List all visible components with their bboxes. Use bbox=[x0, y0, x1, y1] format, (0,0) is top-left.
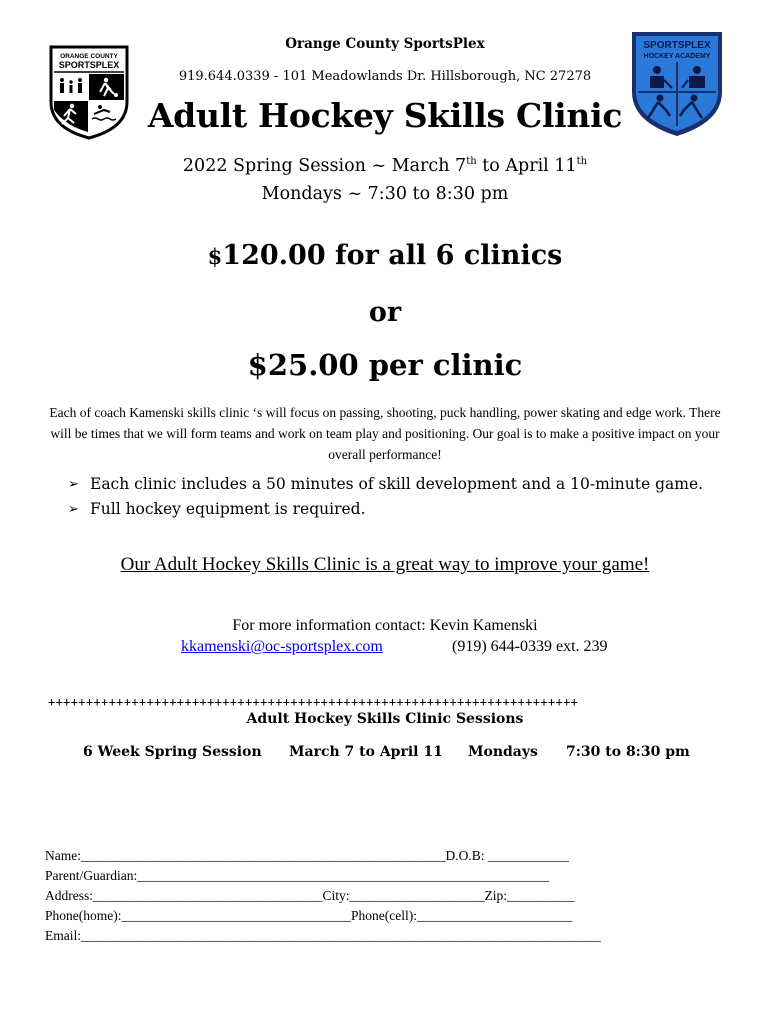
session-prefix: 2022 Spring Session ~ March 7 bbox=[182, 156, 467, 176]
contact-phone: (919) 644-0339 ext. 239 bbox=[452, 638, 608, 655]
session-day: Mondays bbox=[468, 744, 538, 760]
org-contact-line: 919.644.0339 - 101 Meadowlands Dr. Hillsborough, NC 27278 bbox=[178, 69, 592, 84]
tagline: Our Adult Hockey Skills Clinic is a great way to improve your game! bbox=[120, 554, 650, 575]
bullet-item bbox=[68, 497, 748, 522]
session-dates-cell: March 7 to April 11 bbox=[289, 744, 443, 760]
contact-email-link[interactable]: kkamenski@oc-sportsplex.com bbox=[181, 638, 383, 655]
price-all-clinics bbox=[0, 240, 770, 271]
page-title: Adult Hockey Skills Clinic bbox=[147, 96, 623, 135]
parent-guardian-field[interactable]: Parent/Guardian:_____________________________________________________________ bbox=[45, 868, 549, 883]
bullet-item bbox=[68, 472, 748, 497]
logo-left-line1: ORANGE COUNTY bbox=[60, 53, 118, 60]
org-name: Orange County SportsPlex bbox=[285, 36, 485, 52]
session-time: Mondays ~ 7:30 to 8:30 pm bbox=[261, 184, 509, 204]
bullet-text: Each clinic includes a 50 minutes of skill development and a 10-minute game. bbox=[90, 475, 704, 493]
arrow-bullet-icon: ➢ bbox=[68, 477, 79, 492]
name-dob-field[interactable]: Name:______________________________________________________D.O.B: ____________ bbox=[45, 848, 569, 863]
contact-info: For more information contact: Kevin Kamenski bbox=[232, 617, 538, 634]
registration-form bbox=[45, 846, 725, 946]
session-middle: to April 11 bbox=[476, 156, 577, 176]
session-sup2: th bbox=[576, 156, 588, 168]
arrow-bullet-icon: ➢ bbox=[68, 502, 79, 517]
sessions-title: Adult Hockey Skills Clinic Sessions bbox=[246, 711, 524, 727]
session-sup1: th bbox=[466, 156, 477, 168]
session-row bbox=[0, 744, 770, 766]
logo-right-line2: HOCKEY ACADEMY bbox=[643, 53, 711, 60]
price-or: or bbox=[368, 297, 402, 328]
address-city-zip-field[interactable]: Address:__________________________________City:____________________Zip:__________ bbox=[45, 888, 575, 903]
price-per-clinic: $25.00 per clinic bbox=[247, 348, 523, 382]
bullet-text: Full hockey equipment is required. bbox=[90, 500, 366, 518]
logo-left-line2: SPORTSPLEX bbox=[58, 60, 120, 70]
email-field[interactable]: Email:_____________________________________________________________________________ bbox=[45, 928, 601, 943]
divider: ++++++++++++++++++++++++++++++++++++++++++++++++++++++++++++++++++++++ bbox=[48, 695, 579, 709]
clinic-bullets bbox=[68, 472, 748, 522]
session-dates bbox=[0, 156, 770, 176]
price-all-amount: 120.00 for all 6 clinics bbox=[222, 240, 563, 271]
session-time-cell: 7:30 to 8:30 pm bbox=[566, 744, 690, 760]
logo-right-line1: SPORTSPLEX bbox=[643, 40, 711, 51]
price-dollar-sign: $ bbox=[207, 244, 223, 269]
session-name: 6 Week Spring Session bbox=[83, 744, 262, 760]
clinic-description: Each of coach Kamenski skills clinic ‘s will focus on passing, shooting, puck handling, power skating and edge work. There will be times that we will form teams and work on team play and positioning. Our goal is to make a positive impact on your overall performance! bbox=[49, 405, 721, 462]
phone-field[interactable]: Phone(home):__________________________________Phone(cell):_______________________ bbox=[45, 908, 573, 923]
